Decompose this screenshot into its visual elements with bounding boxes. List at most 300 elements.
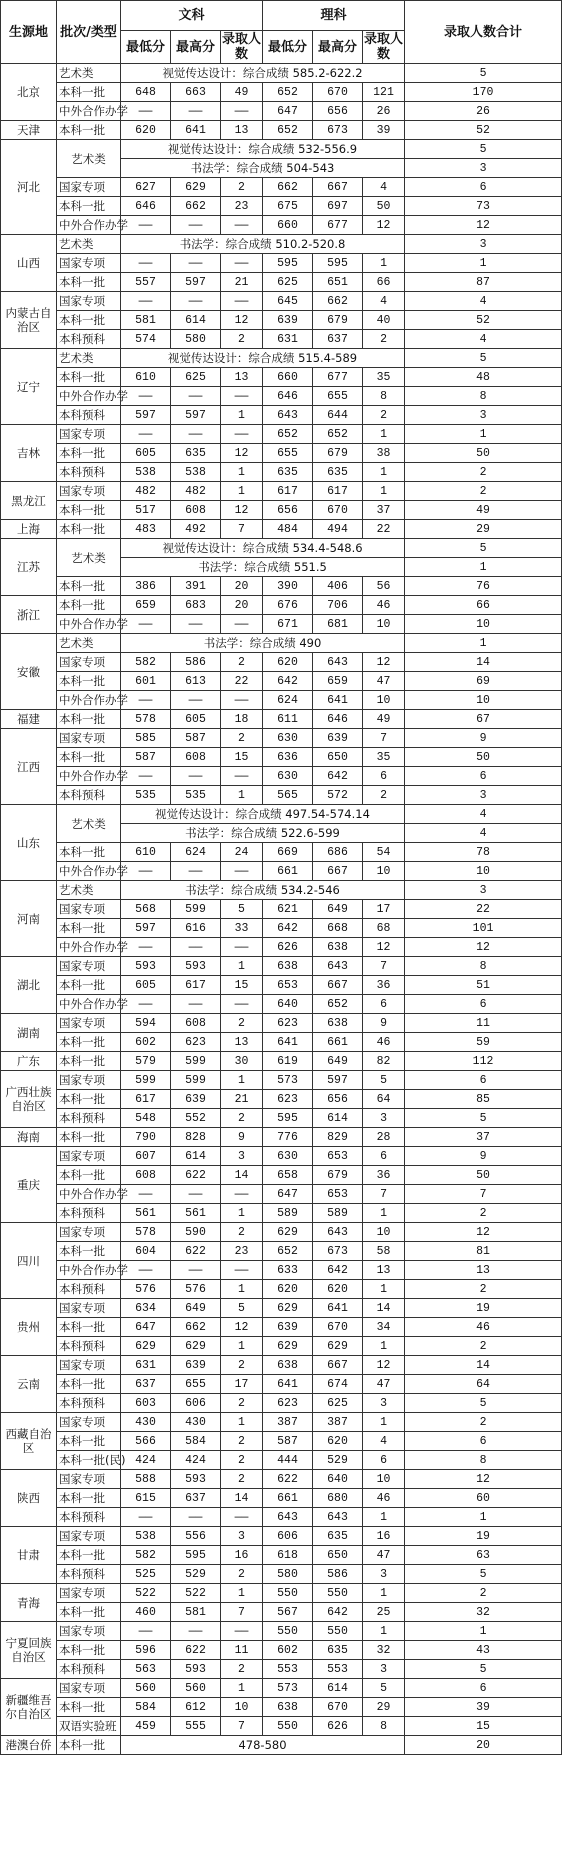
score-cell-l-n: 12: [363, 216, 405, 235]
score-cell-l-n: 6: [363, 995, 405, 1014]
score-cell-w-n: 1: [221, 463, 263, 482]
score-cell-w-max: ——: [171, 862, 221, 881]
score-cell-l-max: 642: [313, 1261, 363, 1280]
score-cell-l-min: 652: [263, 121, 313, 140]
score-cell-w-max: 629: [171, 178, 221, 197]
table-row: [1, 1356, 562, 1375]
table-row: [1, 444, 562, 463]
batch-type-cell: 中外合作办学: [57, 938, 121, 957]
score-cell-l-max: 589: [313, 1204, 363, 1223]
batch-type-cell: 本科一批: [57, 1318, 121, 1337]
score-cell-l-min: 617: [263, 482, 313, 501]
score-cell-w-max: 599: [171, 900, 221, 919]
score-cell-l-min: 639: [263, 311, 313, 330]
composite-score-note: 视觉传达设计：综合成绩 532-556.9: [121, 140, 405, 159]
score-cell-l-n: 10: [363, 1223, 405, 1242]
score-cell-w-min: ——: [121, 216, 171, 235]
score-cell-w-n: ——: [221, 1508, 263, 1527]
table-row: [1, 786, 562, 805]
total-cell: 39: [405, 1698, 562, 1717]
score-cell-w-min: 610: [121, 368, 171, 387]
batch-type-cell: 本科一批: [57, 83, 121, 102]
score-cell-l-min: 625: [263, 273, 313, 292]
score-cell-l-max: 670: [313, 83, 363, 102]
composite-score-note: 视觉传达设计：综合成绩 497.54-574.14: [121, 805, 405, 824]
score-cell-w-min: 579: [121, 1052, 171, 1071]
total-cell: 5: [405, 1565, 562, 1584]
score-cell-w-min: 576: [121, 1280, 171, 1299]
total-cell: 6: [405, 1679, 562, 1698]
score-cell-l-min: 565: [263, 786, 313, 805]
score-cell-w-n: ——: [221, 767, 263, 786]
score-cell-w-max: ——: [171, 102, 221, 121]
table-row: [1, 1736, 562, 1755]
score-cell-w-n: 2: [221, 1660, 263, 1679]
score-cell-w-n: 1: [221, 1584, 263, 1603]
score-cell-l-max: 653: [313, 1185, 363, 1204]
table-row: [1, 1223, 562, 1242]
score-cell-w-min: 483: [121, 520, 171, 539]
score-cell-l-max: 829: [313, 1128, 363, 1147]
score-cell-l-n: 2: [363, 786, 405, 805]
table-row: [1, 1489, 562, 1508]
score-cell-l-min: 618: [263, 1546, 313, 1565]
table-row: [1, 710, 562, 729]
score-cell-l-n: 36: [363, 1166, 405, 1185]
score-cell-w-max: ——: [171, 995, 221, 1014]
score-cell-l-min: 641: [263, 1033, 313, 1052]
total-cell: 6: [405, 1432, 562, 1451]
score-cell-l-max: 670: [313, 501, 363, 520]
score-cell-l-n: 64: [363, 1090, 405, 1109]
province-cell: 重庆: [1, 1147, 57, 1223]
score-cell-w-max: ——: [171, 425, 221, 444]
score-cell-l-n: 12: [363, 938, 405, 957]
total-cell: 37: [405, 1128, 562, 1147]
total-cell: 5: [405, 1394, 562, 1413]
table-row: [1, 1147, 562, 1166]
score-cell-l-max: 625: [313, 1394, 363, 1413]
score-cell-w-max: 641: [171, 121, 221, 140]
score-cell-w-min: ——: [121, 1261, 171, 1280]
score-cell-l-n: 32: [363, 1641, 405, 1660]
batch-type-cell: 本科一批: [57, 1736, 121, 1755]
score-cell-w-max: 613: [171, 672, 221, 691]
batch-type-cell: 本科一批: [57, 273, 121, 292]
score-cell-w-max: 391: [171, 577, 221, 596]
score-cell-w-n: 2: [221, 1223, 263, 1242]
score-cell-w-max: 561: [171, 1204, 221, 1223]
score-cell-w-max: 629: [171, 1337, 221, 1356]
table-row: [1, 254, 562, 273]
score-cell-l-max: 652: [313, 995, 363, 1014]
score-cell-w-n: 21: [221, 273, 263, 292]
score-cell-w-n: 14: [221, 1489, 263, 1508]
score-cell-w-min: 629: [121, 1337, 171, 1356]
score-cell-w-min: 585: [121, 729, 171, 748]
table-row: [1, 1318, 562, 1337]
total-cell: 67: [405, 710, 562, 729]
composite-score-note: 视觉传达设计：综合成绩 515.4-589: [121, 349, 405, 368]
batch-type-cell: 艺术类: [57, 349, 121, 368]
score-cell-w-min: ——: [121, 691, 171, 710]
total-cell: 19: [405, 1299, 562, 1318]
score-cell-w-min: 594: [121, 1014, 171, 1033]
score-cell-w-max: 560: [171, 1679, 221, 1698]
score-cell-l-min: 639: [263, 1318, 313, 1337]
score-cell-l-max: 673: [313, 1242, 363, 1261]
score-cell-w-n: 1: [221, 786, 263, 805]
score-cell-w-max: 593: [171, 1470, 221, 1489]
score-cell-w-max: ——: [171, 1622, 221, 1641]
total-cell: 66: [405, 596, 562, 615]
score-cell-l-n: 39: [363, 121, 405, 140]
score-cell-l-min: 638: [263, 1356, 313, 1375]
total-cell: 1: [405, 558, 562, 577]
batch-type-cell: 本科预科: [57, 786, 121, 805]
total-cell: 5: [405, 64, 562, 83]
score-cell-l-min: 602: [263, 1641, 313, 1660]
score-cell-w-n: 12: [221, 444, 263, 463]
score-cell-w-max: 683: [171, 596, 221, 615]
province-cell: 江西: [1, 729, 57, 805]
score-cell-l-min: 629: [263, 1223, 313, 1242]
batch-type-cell: 本科预科: [57, 1660, 121, 1679]
score-cell-w-n: 2: [221, 330, 263, 349]
table-row: [1, 1242, 562, 1261]
total-cell: 8: [405, 1451, 562, 1470]
score-cell-l-min: 587: [263, 1432, 313, 1451]
table-row: [1, 862, 562, 881]
table-row: [1, 1204, 562, 1223]
score-cell-w-min: 637: [121, 1375, 171, 1394]
total-cell: 59: [405, 1033, 562, 1052]
total-cell: 2: [405, 1204, 562, 1223]
score-cell-l-n: 121: [363, 83, 405, 102]
score-cell-l-max: 655: [313, 387, 363, 406]
score-cell-l-max: 550: [313, 1584, 363, 1603]
score-cell-l-n: 1: [363, 1622, 405, 1641]
score-cell-w-max: 616: [171, 919, 221, 938]
total-cell: 32: [405, 1603, 562, 1622]
score-cell-w-min: 597: [121, 919, 171, 938]
batch-type-cell: 国家专项: [57, 425, 121, 444]
score-cell-w-min: ——: [121, 1185, 171, 1204]
total-cell: 2: [405, 482, 562, 501]
province-cell: 安徽: [1, 634, 57, 710]
score-cell-w-max: 599: [171, 1071, 221, 1090]
score-cell-w-max: 552: [171, 1109, 221, 1128]
batch-type-cell: 本科一批: [57, 919, 121, 938]
score-cell-w-min: 597: [121, 406, 171, 425]
score-cell-l-max: 677: [313, 368, 363, 387]
score-cell-l-min: 567: [263, 1603, 313, 1622]
batch-type-cell: 中外合作办学: [57, 387, 121, 406]
score-cell-w-min: 596: [121, 1641, 171, 1660]
table-row: [1, 767, 562, 786]
score-cell-l-n: 1: [363, 1508, 405, 1527]
table-row: [1, 843, 562, 862]
total-cell: 13: [405, 1261, 562, 1280]
score-cell-w-max: 430: [171, 1413, 221, 1432]
province-cell: 云南: [1, 1356, 57, 1413]
score-cell-l-min: 606: [263, 1527, 313, 1546]
score-cell-w-max: ——: [171, 387, 221, 406]
score-cell-l-max: 550: [313, 1622, 363, 1641]
score-cell-l-max: 595: [313, 254, 363, 273]
score-cell-l-n: 4: [363, 1432, 405, 1451]
score-cell-l-max: 679: [313, 311, 363, 330]
batch-type-cell: 国家专项: [57, 1470, 121, 1489]
score-cell-l-min: 645: [263, 292, 313, 311]
composite-score-note: 书法学：综合成绩 551.5: [121, 558, 405, 577]
table-row: [1, 1546, 562, 1565]
score-cell-l-max: 680: [313, 1489, 363, 1508]
total-cell: 12: [405, 216, 562, 235]
table-row: [1, 1679, 562, 1698]
table-row: [1, 919, 562, 938]
header-province: 生源地: [1, 1, 57, 64]
header-row-1: [1, 1, 562, 31]
total-cell: 12: [405, 938, 562, 957]
score-cell-l-n: 14: [363, 1299, 405, 1318]
score-cell-w-n: ——: [221, 387, 263, 406]
score-cell-l-min: 641: [263, 1375, 313, 1394]
score-cell-w-n: 11: [221, 1641, 263, 1660]
score-cell-l-n: 8: [363, 1717, 405, 1736]
score-cell-l-min: 573: [263, 1071, 313, 1090]
score-cell-w-n: ——: [221, 425, 263, 444]
score-cell-l-max: 641: [313, 1299, 363, 1318]
score-cell-w-min: 535: [121, 786, 171, 805]
score-cell-w-min: ——: [121, 995, 171, 1014]
total-cell: 8: [405, 957, 562, 976]
score-cell-w-max: 612: [171, 1698, 221, 1717]
table-row: [1, 995, 562, 1014]
score-cell-w-n: 3: [221, 1147, 263, 1166]
score-cell-w-min: 582: [121, 1546, 171, 1565]
table-row: [1, 501, 562, 520]
score-cell-l-n: 1: [363, 1280, 405, 1299]
score-cell-l-max: 651: [313, 273, 363, 292]
score-cell-w-max: 663: [171, 83, 221, 102]
score-cell-w-min: 790: [121, 1128, 171, 1147]
batch-type-cell: 本科一批: [57, 672, 121, 691]
score-cell-w-min: 593: [121, 957, 171, 976]
score-cell-w-max: 584: [171, 1432, 221, 1451]
province-cell: 山西: [1, 235, 57, 292]
table-row: [1, 425, 562, 444]
score-cell-l-min: 595: [263, 254, 313, 273]
total-cell: 46: [405, 1318, 562, 1337]
score-cell-l-n: 34: [363, 1318, 405, 1337]
score-cell-w-n: 12: [221, 311, 263, 330]
table-row: [1, 1565, 562, 1584]
score-cell-w-min: 525: [121, 1565, 171, 1584]
score-cell-l-n: 7: [363, 729, 405, 748]
batch-type-cell: 中外合作办学: [57, 691, 121, 710]
total-cell: 19: [405, 1527, 562, 1546]
total-cell: 60: [405, 1489, 562, 1508]
batch-type-cell: 国家专项: [57, 957, 121, 976]
batch-type-cell: 艺术类: [57, 634, 121, 653]
score-cell-w-max: 538: [171, 463, 221, 482]
batch-type-cell: 国家专项: [57, 1299, 121, 1318]
batch-type-cell: 本科一批: [57, 1641, 121, 1660]
score-cell-w-n: ——: [221, 615, 263, 634]
score-cell-w-n: 17: [221, 1375, 263, 1394]
score-cell-l-min: 660: [263, 368, 313, 387]
score-cell-l-n: 37: [363, 501, 405, 520]
province-cell: 上海: [1, 520, 57, 539]
score-cell-w-max: 597: [171, 273, 221, 292]
header-like-min: 最低分: [263, 31, 313, 64]
score-cell-w-n: 18: [221, 710, 263, 729]
score-cell-l-max: 638: [313, 1014, 363, 1033]
composite-score-note: 视觉传达设计：综合成绩 534.4-548.6: [121, 539, 405, 558]
total-cell: 26: [405, 102, 562, 121]
batch-type-cell: 艺术类: [57, 235, 121, 254]
score-cell-w-max: 624: [171, 843, 221, 862]
score-cell-l-min: 620: [263, 1280, 313, 1299]
score-cell-l-min: 444: [263, 1451, 313, 1470]
table-row: [1, 1166, 562, 1185]
score-cell-w-n: 15: [221, 976, 263, 995]
score-cell-w-min: 659: [121, 596, 171, 615]
composite-score-note: 书法学：综合成绩 510.2-520.8: [121, 235, 405, 254]
total-cell: 22: [405, 900, 562, 919]
score-cell-l-max: 617: [313, 482, 363, 501]
batch-type-cell: 本科预科: [57, 1109, 121, 1128]
batch-type-cell: 本科预科: [57, 1508, 121, 1527]
score-cell-w-n: ——: [221, 938, 263, 957]
score-cell-l-n: 35: [363, 368, 405, 387]
score-cell-l-min: 629: [263, 1337, 313, 1356]
score-cell-w-min: 587: [121, 748, 171, 767]
score-cell-w-n: ——: [221, 254, 263, 273]
total-cell: 9: [405, 729, 562, 748]
score-cell-w-max: 614: [171, 1147, 221, 1166]
batch-type-cell: 双语实验班: [57, 1717, 121, 1736]
total-cell: 8: [405, 387, 562, 406]
batch-type-cell: 本科一批: [57, 1432, 121, 1451]
score-cell-w-max: 639: [171, 1090, 221, 1109]
table-row: [1, 1698, 562, 1717]
table-row: [1, 938, 562, 957]
table-row: [1, 1337, 562, 1356]
province-cell: 广东: [1, 1052, 57, 1071]
table-row: [1, 1508, 562, 1527]
total-cell: 29: [405, 520, 562, 539]
total-cell: 10: [405, 615, 562, 634]
total-cell: 3: [405, 406, 562, 425]
table-row: [1, 1394, 562, 1413]
table-row: [1, 1071, 562, 1090]
table-row: [1, 1090, 562, 1109]
score-cell-l-max: 642: [313, 767, 363, 786]
score-cell-w-min: 424: [121, 1451, 171, 1470]
score-cell-w-n: ——: [221, 691, 263, 710]
score-cell-l-max: 670: [313, 1318, 363, 1337]
score-cell-w-n: 2: [221, 1109, 263, 1128]
score-cell-w-n: 7: [221, 520, 263, 539]
batch-type-cell: 中外合作办学: [57, 216, 121, 235]
score-cell-l-n: 9: [363, 1014, 405, 1033]
score-cell-w-n: 9: [221, 1128, 263, 1147]
score-cell-l-min: 631: [263, 330, 313, 349]
province-cell: 港澳台侨: [1, 1736, 57, 1755]
total-cell: 5: [405, 1660, 562, 1679]
batch-type-cell: 本科一批: [57, 843, 121, 862]
score-cell-w-max: ——: [171, 216, 221, 235]
score-cell-w-n: 49: [221, 83, 263, 102]
score-cell-w-max: 599: [171, 1052, 221, 1071]
score-cell-w-n: 13: [221, 368, 263, 387]
score-cell-w-n: 1: [221, 1337, 263, 1356]
batch-type-cell: 本科一批: [57, 1375, 121, 1394]
header-wenke-count: 录取人数: [222, 32, 262, 62]
score-cell-l-max: 620: [313, 1432, 363, 1451]
province-cell: 黑龙江: [1, 482, 57, 520]
score-cell-w-n: 24: [221, 843, 263, 862]
score-cell-l-max: 649: [313, 900, 363, 919]
score-cell-l-max: 679: [313, 1166, 363, 1185]
score-cell-w-n: 2: [221, 653, 263, 672]
score-cell-l-n: 46: [363, 1489, 405, 1508]
table-row: [1, 1603, 562, 1622]
score-cell-l-n: 46: [363, 596, 405, 615]
total-cell: 14: [405, 653, 562, 672]
score-cell-l-n: 2: [363, 330, 405, 349]
table-row: [1, 349, 562, 368]
batch-type-cell: 国家专项: [57, 1356, 121, 1375]
total-cell: 5: [405, 1109, 562, 1128]
score-cell-l-max: 679: [313, 444, 363, 463]
score-cell-l-max: 662: [313, 292, 363, 311]
total-cell: 20: [405, 1736, 562, 1755]
score-cell-l-max: 652: [313, 425, 363, 444]
score-cell-l-min: 661: [263, 862, 313, 881]
table-row: [1, 216, 562, 235]
batch-type-cell: 中外合作办学: [57, 862, 121, 881]
total-cell: 11: [405, 1014, 562, 1033]
table-row: [1, 900, 562, 919]
score-cell-l-min: 550: [263, 1622, 313, 1641]
score-cell-l-min: 621: [263, 900, 313, 919]
table-row: [1, 520, 562, 539]
score-cell-w-max: 608: [171, 1014, 221, 1033]
score-cell-l-n: 50: [363, 197, 405, 216]
score-cell-w-min: ——: [121, 615, 171, 634]
province-cell: 江苏: [1, 539, 57, 596]
batch-type-cell: 本科预科: [57, 1337, 121, 1356]
score-cell-w-max: 828: [171, 1128, 221, 1147]
province-cell: 四川: [1, 1223, 57, 1299]
province-cell: 广西壮族自治区: [1, 1071, 57, 1128]
batch-type-cell: 国家专项: [57, 900, 121, 919]
total-cell: 170: [405, 83, 562, 102]
total-cell: 3: [405, 881, 562, 900]
composite-score-note: 书法学：综合成绩 522.6-599: [121, 824, 405, 843]
batch-type-cell: 国家专项: [57, 1413, 121, 1432]
total-cell: 52: [405, 121, 562, 140]
score-cell-l-max: 661: [313, 1033, 363, 1052]
score-cell-l-min: 671: [263, 615, 313, 634]
total-cell: 4: [405, 330, 562, 349]
batch-type-cell: 艺术类: [57, 539, 121, 577]
score-cell-l-min: 630: [263, 729, 313, 748]
total-cell: 2: [405, 1584, 562, 1603]
